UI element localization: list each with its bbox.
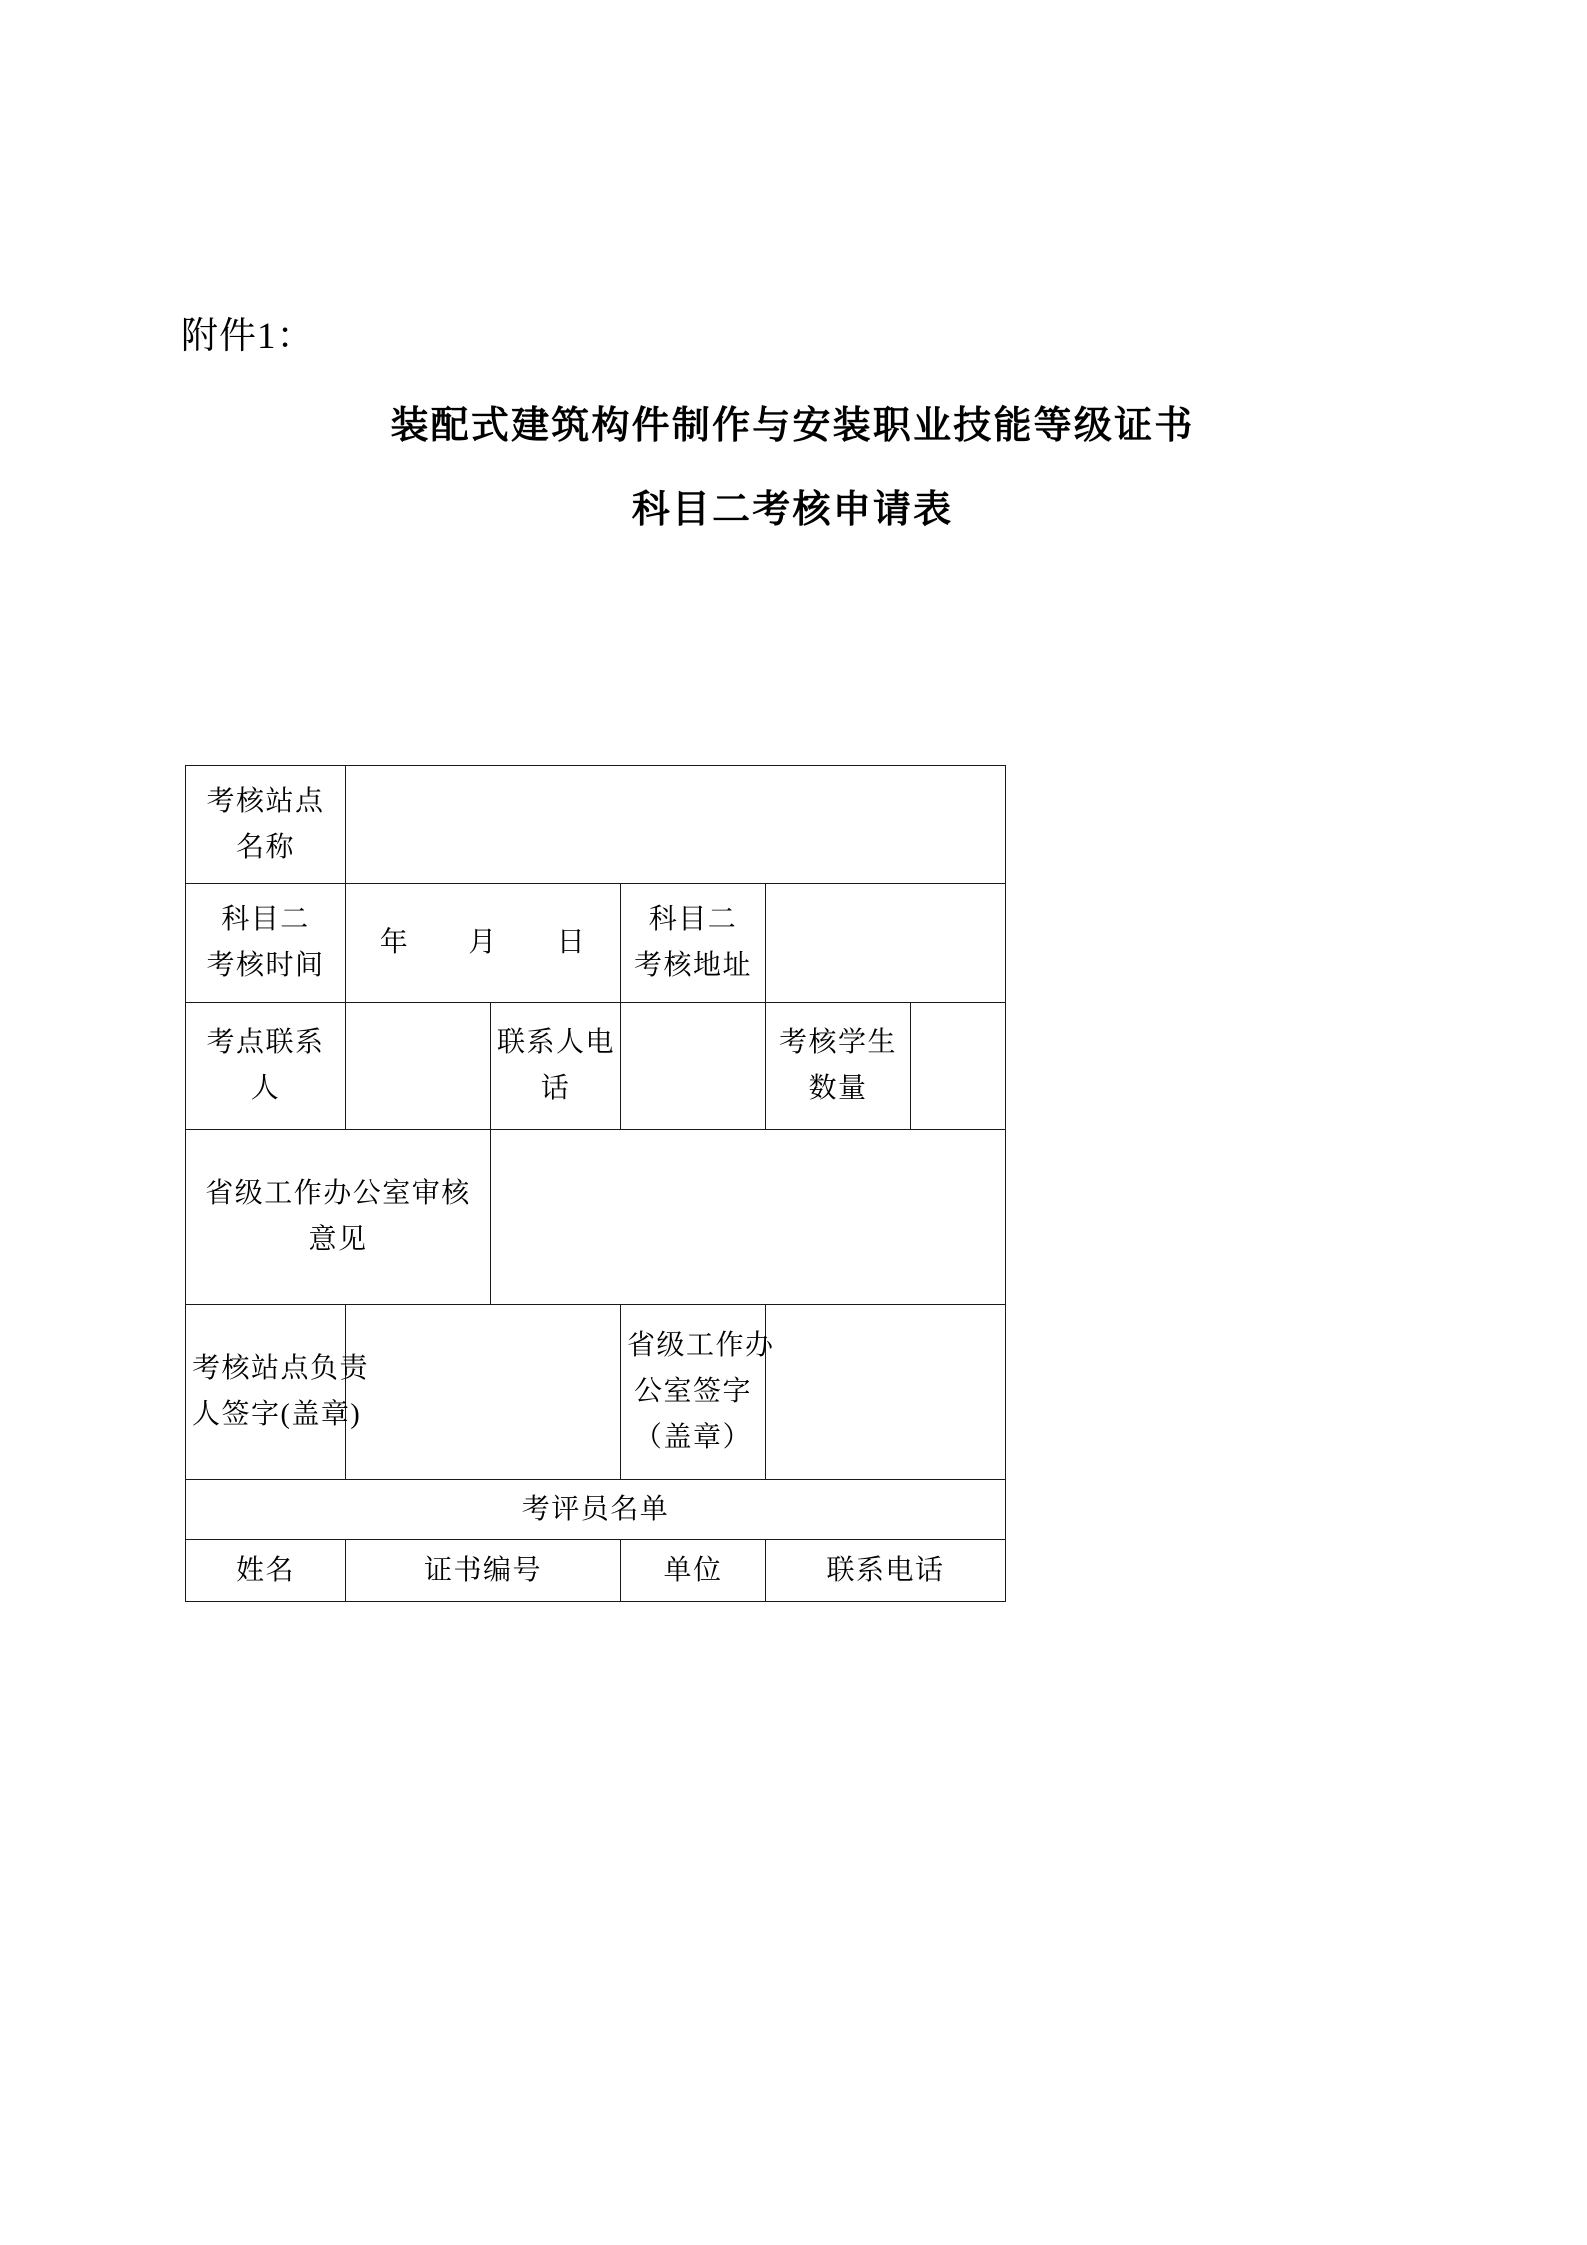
label-provincial-signature-line-1: 省级工作办 [627, 1330, 775, 1361]
table-row-assessor-headers [186, 1540, 1006, 1602]
table-row-exam-time [186, 884, 1006, 1003]
table-row-assessor-list-title [186, 1480, 1006, 1540]
field-station-name-value[interactable] [346, 766, 1006, 884]
attachment-label: 附件1： [181, 316, 315, 357]
label-station-head-signature-line-2: 人签字(盖章) [192, 1399, 362, 1430]
table-row-signatures [186, 1305, 1006, 1480]
label-site-contact: 考点联系人 [186, 1003, 346, 1130]
column-header-name: 姓名 [186, 1540, 346, 1602]
label-exam-address-line-1: 科目二 [648, 904, 738, 935]
field-provincial-review-value[interactable] [491, 1130, 1006, 1305]
field-student-count-value[interactable] [911, 1003, 1006, 1130]
field-exam-address-value[interactable] [766, 884, 1006, 1003]
label-exam-time-line-1: 科目二 [221, 904, 310, 935]
label-contact-phone [491, 1003, 621, 1130]
document-title-line-1: 装配式建筑构件制作与安装职业技能等级证书 [390, 405, 1195, 447]
label-student-count [766, 1003, 911, 1130]
column-header-certificate-no: 证书编号 [346, 1540, 621, 1602]
label-provincial-review: 省级工作办公室审核意见 [186, 1130, 491, 1305]
label-provincial-signature-line-3: （盖章） [633, 1422, 752, 1453]
label-station-head-signature-line-1: 考核站点负责 [192, 1353, 370, 1384]
table-row-station-name [186, 766, 1006, 884]
label-exam-address [621, 884, 766, 1003]
label-exam-time-line-2: 考核时间 [206, 950, 325, 981]
field-provincial-signature-value[interactable] [766, 1305, 1006, 1480]
document-title-line-2: 科目二考核申请表 [631, 489, 954, 531]
field-exam-date[interactable]: 年 月 日 [346, 884, 621, 1003]
field-contact-phone-value[interactable] [621, 1003, 766, 1130]
label-provincial-signature [621, 1305, 775, 1480]
application-form-container [185, 765, 1005, 1602]
label-exam-address-line-2: 考核地址 [633, 950, 752, 981]
column-header-unit: 单位 [621, 1540, 766, 1602]
label-student-count-line-1: 考核学生 [778, 1027, 897, 1058]
label-contact-phone-line-2: 话 [540, 1073, 571, 1104]
table-row-provincial-review [186, 1130, 1006, 1305]
table-row-contact [186, 1003, 1006, 1130]
field-station-head-signature-value[interactable] [346, 1305, 621, 1480]
label-station-name: 考核站点名称 [186, 766, 346, 884]
label-station-head-signature [186, 1305, 370, 1480]
label-contact-phone-line-1: 联系人电 [497, 1027, 616, 1058]
label-student-count-line-2: 数量 [808, 1073, 868, 1104]
document-title-block [185, 392, 1400, 544]
application-form-table [185, 765, 1006, 1602]
label-provincial-signature-line-2: 公室签字 [633, 1376, 752, 1407]
label-assessor-list-title: 考评员名单 [186, 1480, 1006, 1540]
label-exam-time [186, 884, 346, 1003]
column-header-phone: 联系电话 [766, 1540, 1006, 1602]
field-site-contact-value[interactable] [346, 1003, 491, 1130]
